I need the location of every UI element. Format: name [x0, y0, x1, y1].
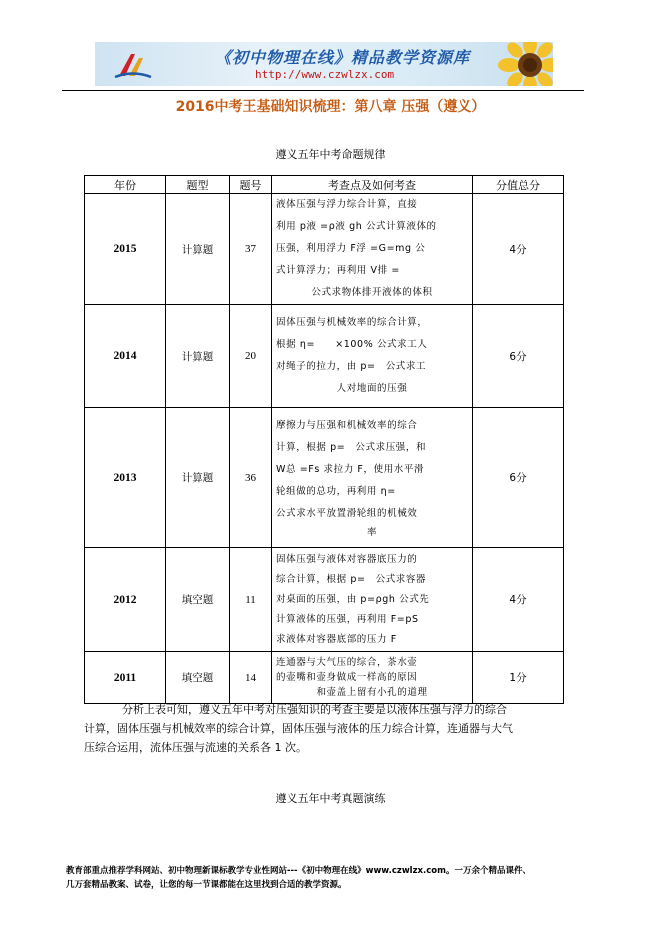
header-rule — [62, 90, 584, 91]
cell-score: 4分 — [473, 548, 564, 652]
exam-point-line: 根据 η= ×100% 公式求工人 — [276, 339, 428, 350]
exam-point-line: 固体压强与机械效率的综合计算， — [276, 317, 428, 328]
section-title-rules: 遵义五年中考命题规律 — [275, 148, 386, 161]
cell-score: 6分 — [473, 408, 564, 548]
exam-point-line: 压强，利用浮力 F浮 =G=mg 公 — [276, 243, 426, 254]
cell-type: 填空题 — [166, 652, 230, 704]
header-year: 年份 — [85, 176, 166, 194]
exam-point-line: 的壶嘴和壶身做成一样高的原因 — [276, 672, 418, 683]
cell-score: 6分 — [473, 305, 564, 408]
cell-number: 11 — [230, 548, 272, 652]
exam-point-line: 摩擦力与压强和机械效率的综合 — [276, 419, 418, 431]
section-title-practice: 遵义五年中考真题演练 — [275, 792, 386, 805]
exam-point-line: 液体压强与浮力综合计算，直接 — [276, 199, 418, 210]
cell-number: 20 — [230, 305, 272, 408]
document-title: 2016中考王基础知识梳理：第八章 压强（遵义） — [175, 99, 486, 115]
exam-point-line: 对桌面的压强，由 p=ρgh 公式先 — [276, 593, 430, 605]
exam-point-line: 连通器与大气压的综合，茶水壶 — [276, 657, 418, 668]
table-row — [85, 305, 564, 408]
logo-icon — [113, 50, 153, 80]
cell-year: 2013 — [85, 408, 166, 548]
cell-number: 14 — [230, 652, 272, 704]
cell-year: 2015 — [85, 194, 166, 305]
exam-point-line: 率 — [366, 526, 378, 538]
cell-type: 计算题 — [166, 408, 230, 548]
analysis-paragraph — [84, 700, 574, 757]
exam-point-line: 公式求水平放置滑轮组的机械效 — [276, 507, 418, 519]
cell-exam-point — [272, 408, 473, 548]
analysis-line: 分析上表可知，遵义五年中考对压强知识的考查主要是以液体压强与浮力的综合 — [122, 703, 507, 716]
banner-url[interactable]: http://www.czwlzx.com — [255, 68, 395, 81]
cell-exam-point — [272, 548, 473, 652]
exam-point-line: 求液体对容器底部的压力 F — [276, 633, 397, 645]
exam-point-line: 计算，根据 p= 公式求压强，和 — [276, 441, 427, 453]
cell-score: 1分 — [473, 652, 564, 704]
page-footer — [66, 864, 596, 892]
analysis-line: 压综合运用，流体压强与流速的关系各 1 次。 — [84, 741, 307, 754]
table-row — [85, 652, 564, 704]
cell-exam-point — [272, 305, 473, 408]
analysis-line: 计算，固体压强与机械效率的综合计算，固体压强与液体的压力综合计算，连通器与大气 — [84, 722, 513, 735]
header-exam-point: 考查点及如何考查 — [272, 176, 473, 194]
cell-year: 2014 — [85, 305, 166, 408]
header-banner — [95, 42, 553, 86]
exam-point-line: 人对地面的压强 — [336, 383, 408, 394]
cell-exam-point — [272, 194, 473, 305]
table-header-row — [85, 176, 564, 194]
cell-number: 37 — [230, 194, 272, 305]
header-type: 题型 — [166, 176, 230, 194]
exam-point-line: W总 =Fs 求拉力 F，使用水平滑 — [276, 463, 425, 475]
exam-point-line: 固体压强与液体对容器底压力的 — [276, 553, 418, 565]
header-number: 题号 — [230, 176, 272, 194]
footer-line: 教育部重点推荐学科网站、初中物理新课标教学专业性网站---《初中物理在线》www.czwlzx.com。一万余个精品课件、 — [66, 866, 531, 876]
exam-pattern-table — [84, 175, 564, 704]
cell-type: 计算题 — [166, 305, 230, 408]
cell-type: 填空题 — [166, 548, 230, 652]
cell-exam-point — [272, 652, 473, 704]
exam-point-line: 利用 p液 =ρ液 gh 公式计算液体的 — [276, 221, 437, 232]
exam-point-line: 计算液体的压强，再利用 F=pS — [276, 613, 419, 625]
cell-score: 4分 — [473, 194, 564, 305]
table-row — [85, 194, 564, 305]
cell-year: 2012 — [85, 548, 166, 652]
cell-year: 2011 — [85, 652, 166, 704]
cell-number: 36 — [230, 408, 272, 548]
sunflower-icon — [495, 42, 553, 86]
exam-point-line: 轮组做的总功，再利用 η= — [276, 485, 396, 497]
exam-point-line: 公式求物体排开液体的体积 — [311, 287, 433, 298]
exam-point-line: 式计算浮力；再利用 V排 = — [276, 265, 400, 276]
cell-type: 计算题 — [166, 194, 230, 305]
table-row — [85, 548, 564, 652]
table-row — [85, 408, 564, 548]
exam-point-line: 综合计算，根据 p= 公式求容器 — [276, 573, 427, 585]
banner-title: 《初中物理在线》精品教学资源库 — [215, 48, 471, 67]
footer-line: 几万套精品教案、试卷，让您的每一节课都能在这里找到合适的教学资源。 — [66, 880, 347, 890]
header-score: 分值总分 — [473, 176, 564, 194]
exam-point-line: 和壶盖上留有小孔的道理 — [316, 687, 428, 698]
exam-point-line: 对绳子的拉力，由 p= 公式求工 — [276, 361, 427, 372]
